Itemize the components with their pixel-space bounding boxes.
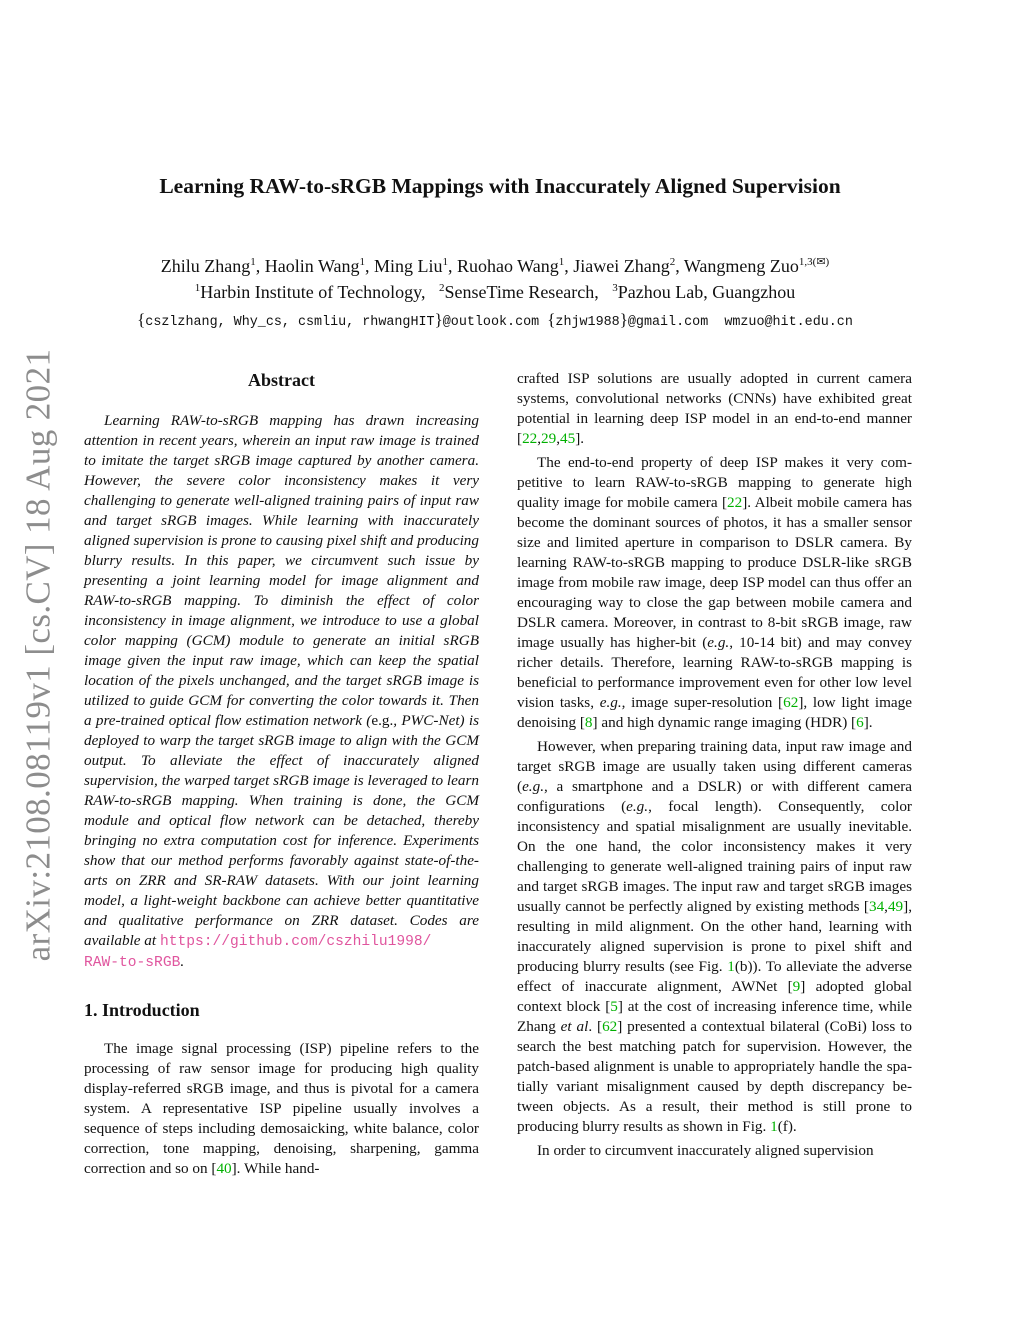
citation-link[interactable]: 62	[602, 1018, 618, 1035]
abstract-heading: Abstract	[248, 370, 315, 390]
affiliation-name: Harbin Institute of Technology,	[200, 282, 426, 302]
author-name: Wangmeng Zuo	[683, 256, 799, 276]
author-affiliation-mark: 2	[669, 256, 676, 268]
email-names: zhjw1988	[555, 315, 620, 330]
intro-text: The image signal processing (ISP) pipeline refers to the processing of raw sensor image for producing high quality display-referred sRGB image, and thus is pivotal for a camera system. A representative ISP pipeline usually involves a sequence of steps including demosaicking, white balance, color correction, tone mapping, denoising, sharpening, gamma correction and so on [	[84, 1040, 479, 1177]
author-separator: ,	[255, 256, 265, 276]
left-column	[84, 369, 479, 1179]
body-text: (f).	[777, 1118, 797, 1135]
body-italic: e.g.	[599, 694, 622, 711]
body-paragraph: In order to circumvent inaccurately aligned supervision	[537, 1142, 874, 1159]
body-italic: e.g.	[522, 778, 544, 795]
author-separator: ,	[364, 256, 374, 276]
body-text: , focal length). Consequently, color inconsistency and spatial misalignment are usually inevitable. On the one hand, the color inconsistency makes it very challenging to generate well-aligned training pairs of input raw and target sRGB images. The input raw and target sRGB images usually cannot be perfectly aligned by existing methods [	[517, 798, 912, 915]
code-url-part: https://github.com/cszhilu1998/	[159, 934, 432, 950]
author-affiliation-mark: 1,3	[798, 256, 813, 268]
body-text: ].	[575, 430, 585, 447]
body-italic: e.g.	[626, 798, 649, 815]
affiliation-number: 3	[612, 282, 618, 294]
intro-heading: 1. Introduction	[84, 1000, 200, 1020]
arxiv-id-text: arXiv:2108.08119v1 [cs.CV] 18 Aug 2021	[18, 348, 57, 962]
paper-title: Learning RAW-to-sRGB Mappings with Inaccurately Aligned Supervision	[159, 174, 841, 198]
body-text: The end-to-end property of deep ISP makes it very competitive to learn RAW-to-sRGB mapping to generate high quality image for mobile camera [	[517, 454, 912, 511]
citation-link[interactable]: 62	[783, 694, 799, 711]
body-text: , a smartphone and a DSLR) or with different camera configurations (	[517, 778, 912, 815]
right-column	[517, 369, 912, 1161]
citation-link[interactable]: 49	[887, 898, 904, 915]
citation-link[interactable]: 22	[522, 430, 538, 447]
figure-link[interactable]: 1	[770, 1118, 778, 1135]
author-affiliation-mark: 1	[558, 256, 565, 268]
author-block	[0, 253, 990, 336]
author-separator: ,	[448, 256, 457, 276]
abstract-body: Learning RAW-to-sRGB mapping has drawn increasing attention in recent years, wherein an input raw image is trained to imitate the target sRGB image captured by another camera. However, the severe color inconsistency makes it very challenging to generate well-aligned training pairs of input raw and target sRGB images. While learning with inaccurately aligned supervision is prone to causing pixel shift and producing blurry results. In this paper, we circumvent such issue by presenting a joint learning model for image alignment and RAW-to-sRGB mapping. To diminish the effect of color inconsistency in image alignment, we introduce to use a global color mapping (GCM) module to generate an initial sRGB image given the input raw image, which can keep the spatial location of the pixels unchanged, and the target sRGB image is utilized to guide GCM for converting the color towards it. Then a pre-trained optical flow estimation network (	[84, 412, 479, 729]
abstract-eg: e.g.	[371, 712, 394, 729]
body-italic: et al	[560, 1018, 589, 1035]
affiliation-number: 1	[194, 282, 201, 294]
body-text: ] presented a contextual bilateral (CoBi) loss to search the best matching patch for supervision. However, the patch-based alignment is unable to appropriately handle the spatially variant misalignment caused by depth discrepancy between objects. As a result, their method is still prone to producing blurry results as shown in Fig.	[517, 1018, 912, 1135]
body-text: ] at the cost of increasing inference time, while Zhang	[517, 998, 912, 1035]
body-paragraph: crafted ISP solutions are usually adopted in current camera systems, convolutional networks (CNNs) have exhibited great potential in learning deep ISP model in an end-to-end manner [22,29,45].	[517, 370, 912, 447]
citation-link[interactable]: 9	[792, 978, 801, 995]
affiliation-name: Pazhou Lab, Guangzhou	[617, 282, 796, 302]
citation-link[interactable]: 29	[541, 430, 557, 447]
envelope-icon: (✉)	[812, 256, 830, 268]
email-address: wmzuo@hit.edu.cn	[724, 315, 853, 330]
body-text: crafted ISP solutions are usually adopted in current camera systems, convolutional networks (CNNs) have exhibited great potential in learning deep ISP model in an end-to-end manner [	[517, 370, 912, 447]
figure-link[interactable]: 1	[727, 958, 735, 975]
author-separator: ,	[675, 256, 684, 276]
body-text: , image super-resolution [	[621, 694, 784, 711]
affiliation-number: 2	[438, 282, 445, 294]
citation-link[interactable]: 40	[216, 1160, 232, 1177]
body-text: ] adopted global context block [	[517, 978, 912, 1015]
author-list	[0, 253, 990, 279]
body-text: (b)). To alleviate the adverse effect of inaccurate alignment, AWNet [	[517, 958, 912, 995]
author-affiliation-mark: 1	[442, 256, 448, 268]
arxiv-identifier	[4, 350, 72, 960]
author-affiliation-mark: 1	[250, 256, 256, 268]
email-domain: @outlook.com	[442, 315, 540, 330]
abstract-text	[84, 411, 479, 973]
author-name: Ruohao Wang	[457, 256, 559, 276]
affiliation-list	[0, 279, 990, 305]
intro-paragraph	[84, 1039, 479, 1179]
intro-text-end: ]. While hand-	[231, 1160, 320, 1177]
author-name: Ming Liu	[373, 256, 443, 276]
citation-link[interactable]: 6	[856, 714, 864, 731]
author-name: Jiawei Zhang	[573, 256, 670, 276]
body-paragraph	[517, 453, 912, 733]
email-domain: @gmail.com	[627, 315, 709, 330]
body-text: . [	[588, 1018, 603, 1035]
author-affiliation-mark: 1	[359, 256, 365, 268]
body-text: ].	[863, 714, 873, 731]
body-text: However, when preparing training data, input raw image and target sRGB image are usually taken using different cameras (	[517, 738, 912, 795]
citation-link[interactable]: 8	[584, 714, 593, 731]
body-text: ], resulting in mild alignment. On the other hand, learning with inaccurately aligned supervision is prone to pixel shift and producing blurry results (see Fig.	[517, 898, 912, 975]
body-italic: e.g.	[707, 634, 730, 651]
citation-link[interactable]: 22	[727, 494, 743, 511]
email-names: cszlzhang, Why_cs, csmliu, rhwangHIT	[145, 315, 435, 330]
affiliation-name: SenseTime Research,	[444, 282, 599, 302]
author-name: Zhilu Zhang	[160, 256, 251, 276]
body-text: ]. Albeit mobile camera has become the dominant sources of photos, it has a smaller sensor size and limited aperture in comparison to DSLR camera. By learning RAW-to-sRGB mapping to produce DSLR-like sRGB image from mobile raw image, deep ISP model can thus offer an encouraging way to close the gap between mobile camera and DSLR camera. Moreover, in contrast to 8-bit sRGB image, raw image usually has higher-bit (	[517, 494, 912, 651]
code-url-part: RAW-to-sRGB	[84, 955, 181, 971]
body-text: ] and high dynamic range imaging (HDR) [	[592, 714, 857, 731]
body-text: ], low light image denoising [	[517, 694, 913, 731]
author-separator: ,	[564, 256, 574, 276]
citation-link[interactable]: 34	[868, 898, 885, 915]
body-paragraph: However, when preparing training data, input raw image and target sRGB image are usually taken using different cameras (e.g., a smartphone and a DSLR) or with different camera configurations (e.g., focal length). Consequently, color inconsistency and spatial misalignment are usually inevitable. On the one hand, the color inconsistency makes it very challenging to generate well-aligned training pairs of input raw and target sRGB images. The input raw and target sRGB images usually cannot be perfectly aligned by existing methods [34,49], resulting in mild alignment. On the other hand, learning with inaccurately aligned supervision is prone to pixel shift and producing blurry results (see Fig. 1(b)). To alleviate the adverse effect of inaccurate alignment, AWNet [9] adopted global context block [5] at the cost of increasing inference time, while Zhang et al. [62] presented a contextual bilateral (CoBi) loss to search the best matching patch for supervision. However, the patch-based alignment is unable to appropriately handle the spatially variant misalignment caused by depth discrepancy between objects. As a result, their method is still prone to producing blurry results as shown in Fig. 1(f).	[517, 738, 912, 1135]
citation-link[interactable]: 5	[610, 998, 618, 1015]
email-list: {cszlzhang, Why_cs, csmliu, rhwangHIT}@outlook.com {zhjw1988}@gmail.com wmzuo@hit.edu.cn	[137, 310, 853, 330]
author-name: Haolin Wang	[264, 256, 360, 276]
body-text: , 10-14 bit) and may convey richer details. Therefore, learning RAW-to-sRGB mapping is beneficial to performance improvement even for other low level vision tasks,	[517, 634, 912, 711]
abstract-end: .	[180, 953, 185, 970]
citation-link[interactable]: 45	[560, 430, 576, 447]
abstract-body-2: , PWC-Net) is deployed to warp the target sRGB image to align with the GCM output. To alleviate the effect of inaccurately aligned supervision, the warped target sRGB image is leveraged to learn RAW-to-sRGB mapping. When training is done, the GCM module and optical flow network can be detached, thereby bringing no extra computation cost for inference. Experiments show that our method performs favorably against state-of-the-arts on ZRR and SR-RAW datasets. With our joint learning model, a light-weight backbone can achieve better quantitative and qualitative performance on ZRR dataset. Codes are available at	[84, 712, 479, 949]
